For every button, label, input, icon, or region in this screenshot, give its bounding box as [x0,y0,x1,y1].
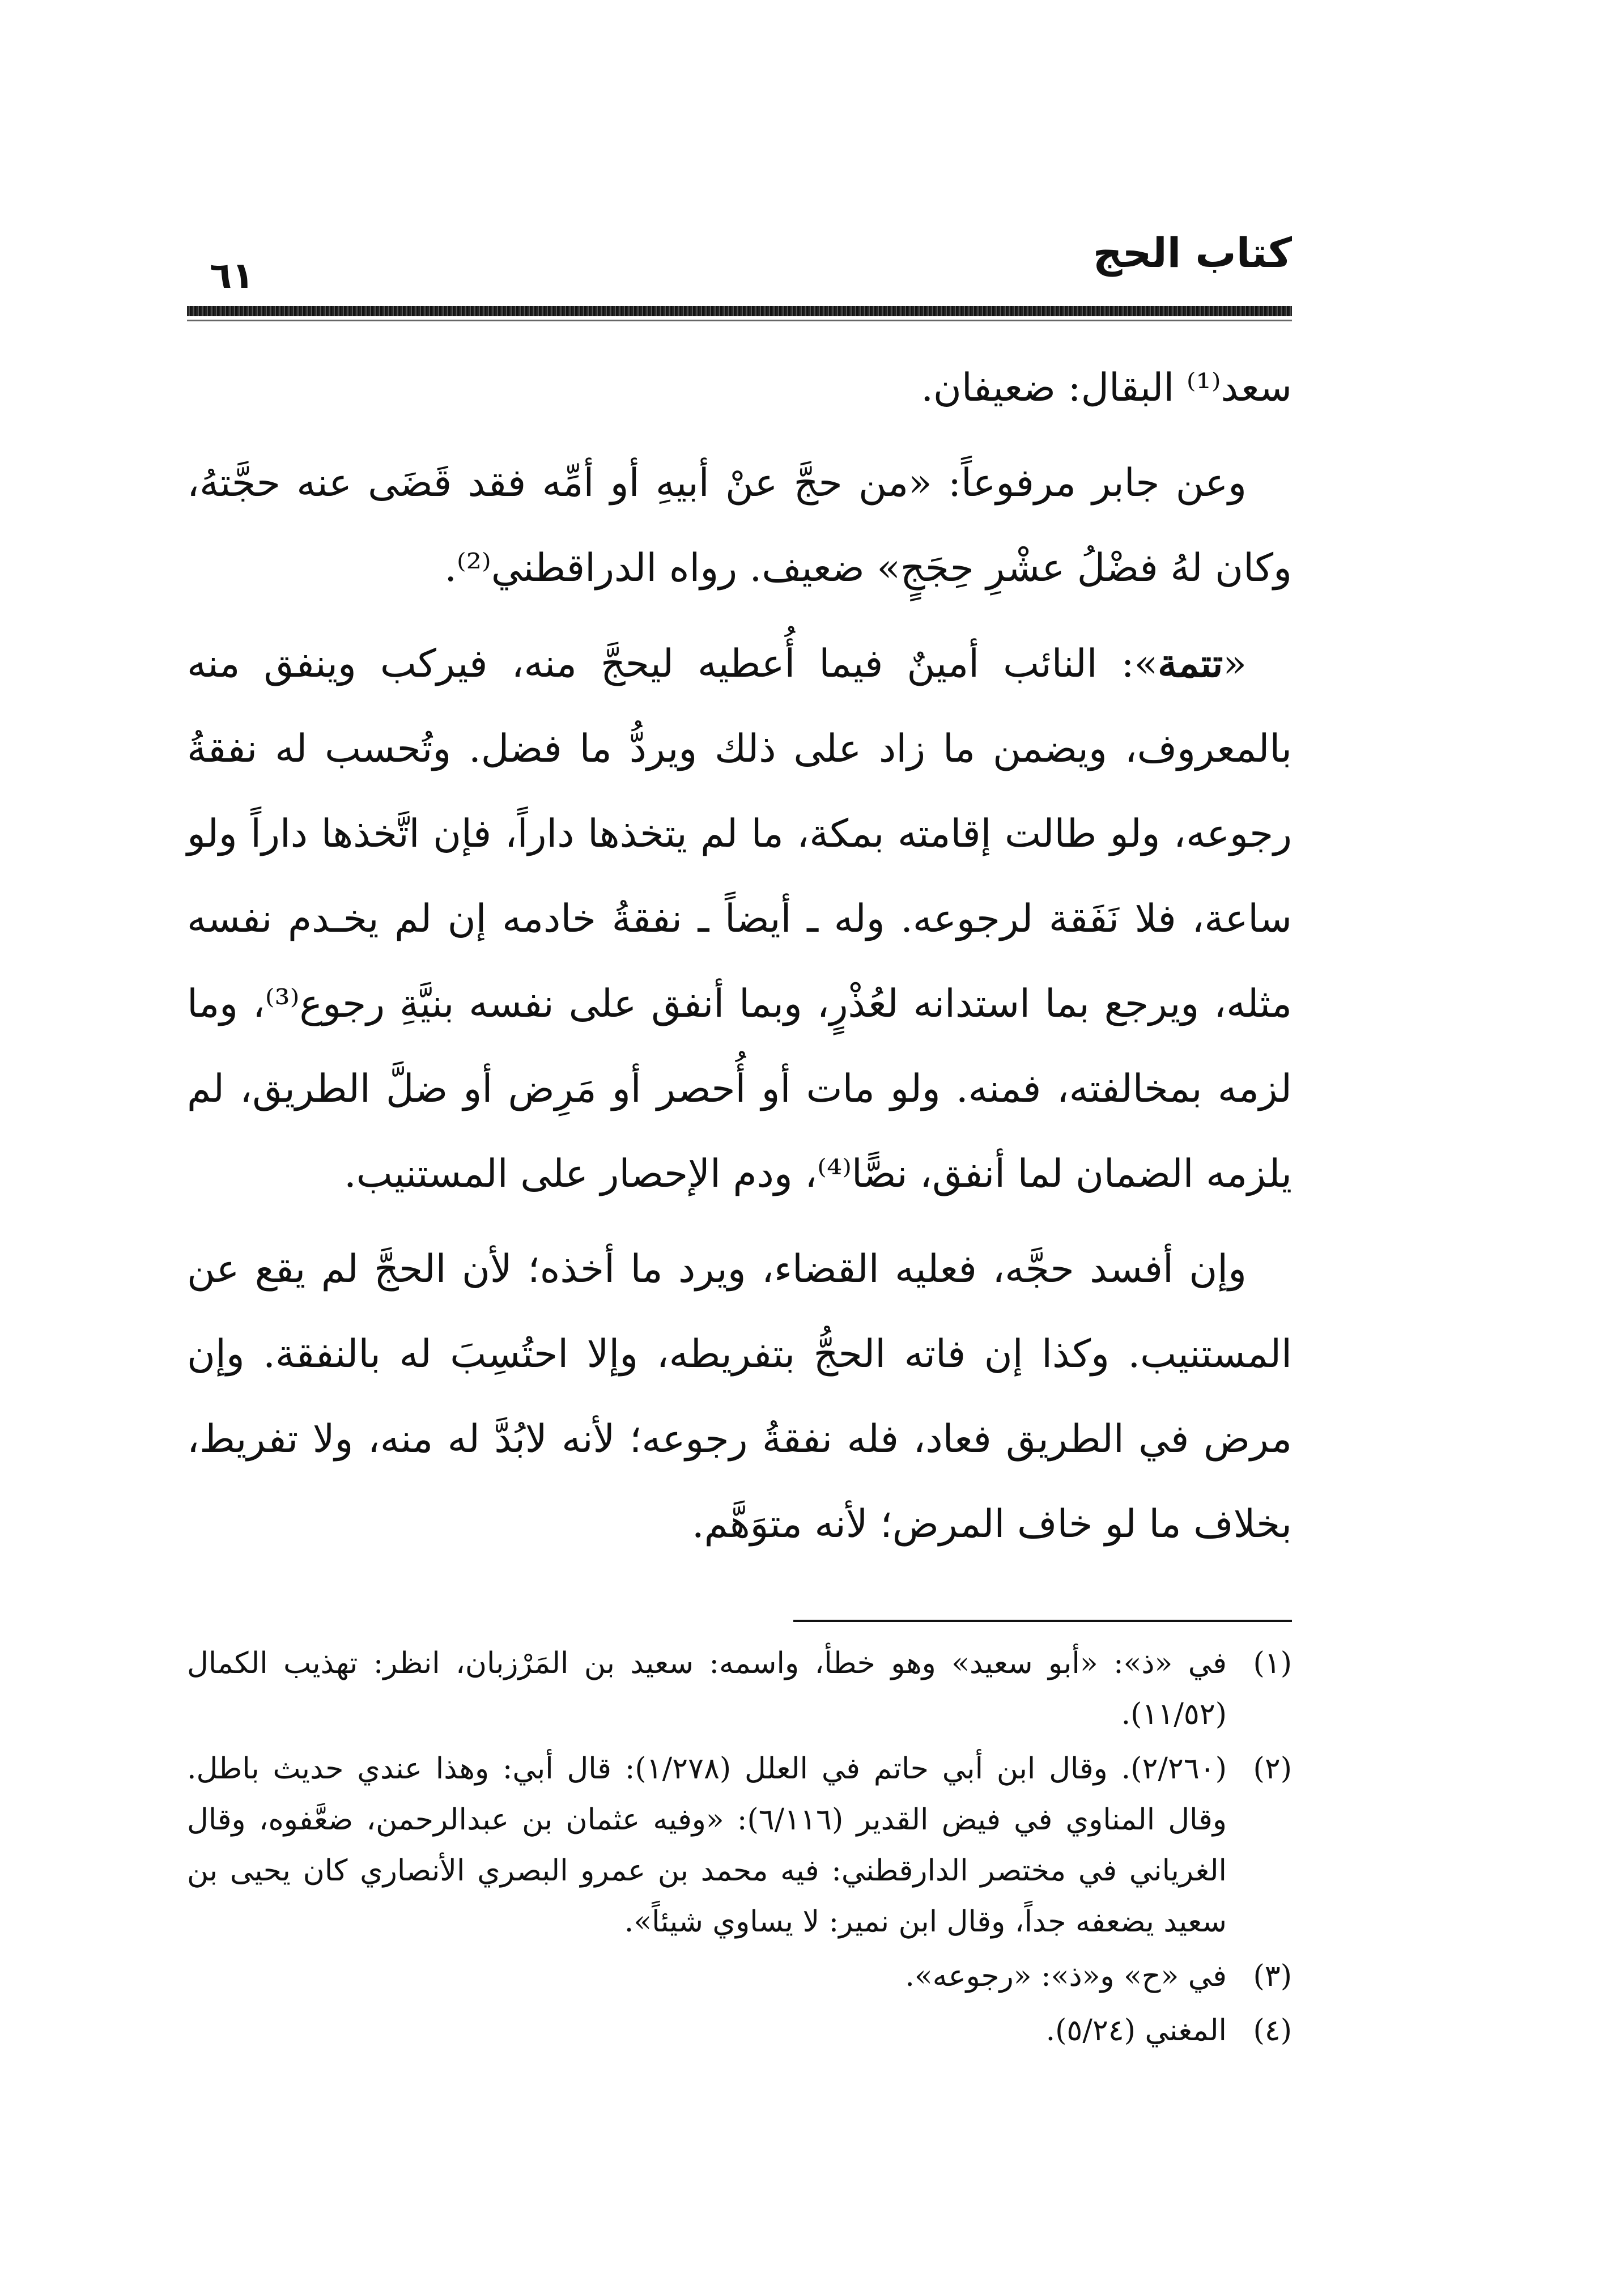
running-title: كتاب الحج [1092,229,1292,277]
footnote-separator [793,1620,1292,1622]
footnote-text: في «ذ»: «أبو سعيد» وهو خطأ، واسمه: سعيد بن المَرْزبان، انظر: تهذيب الكمال (١١/٥٢). [187,1646,1227,1731]
footnote-4 [187,2005,1292,2056]
paragraph-4: وإن أفسد حجَّه، فعليه القضاء، ويرد ما أخذه؛ لأن الحجَّ لم يقع عن المستنيب. وكذا إن فاته الحجُّ بتفريطه، وإلا احتُسِبَ له بالنفقة. وإن مرض في الطريق فعاد، فله نفقةُ رجوعه؛ لأنه لابُدَّ له منه، ولا تفريط، بخلاف ما لو خاف المرض؛ لأنه متوَهَّم. [187,1247,1292,1547]
tatimma-heading: تتمة [1158,641,1223,686]
footnote-number: (٣) [1253,1959,1292,1993]
footnote-2 [187,1743,1292,1947]
header-rule [187,306,1292,316]
main-text [187,346,1292,1577]
paragraph-3: «تتمة»: النائب أمينٌ فيما أُعطيه ليحجَّ منه، فيركب وينفق منه بالمعروف، ويضمن ما زاد على ذلك ويردُّ ما فضل. وتُحسب له نفقةُ رجوعه، ولو طالت إقامته بمكة، ما لم يتخذها داراً، فإن اتَّخذها داراً ولو ساعة، فلا نَفَقة لرجوعه. وله ـ أيضاً ـ نفقةُ خادمه إن لم يخـدم نفسه مثله، ويرجع بما استدانه لعُذْرٍ، وبما أنفق على نفسه بنيَّةِ رجوع⁽³⁾، وما لزمه بمخالفته، فمنه. ولو مات أو أُحصر أو مَرِض أو ضلَّ الطريق، لم يلزمه الضمان لما أنفق، نصًّا⁽⁴⁾، ودم الإحصار على المستنيب. [187,641,1293,1196]
footnotes [187,1638,1292,2060]
paragraph-3-text: : النائب أمينٌ فيما أُعطيه ليحجَّ منه، فيركب وينفق منه بالمعروف، ويضمن ما زاد على ذلك ويردُّ ما فضل. وتُحسب له نفقةُ رجوعه، ولو طالت إقامته بمكة، ما لم يتخذها داراً، فإن اتَّخذها داراً ولو ساعة، فلا نَفَقة لرجوعه. وله ـ أيضاً ـ نفقةُ خادمه إن لم يخـدم نفسه مثله، ويرجع بما استدانه لعُذْرٍ، وبما أنفق على نفسه بنيَّةِ رجوع⁽³⁾، وما لزمه بمخالفته، فمنه. ولو مات أو أُحصر أو مَرِض أو ضلَّ الطريق، لم يلزمه الضمان لما أنفق، نصًّا⁽⁴⁾، ودم الإحصار على المستنيب. [187,642,1293,1196]
paragraph-2: وعن جابر مرفوعاً: «من حجَّ عنْ أبيهِ أو أمِّه فقد قَضَى عنه حجَّتهُ، وكان لهُ فضْلُ عشْرِ حِجَجٍ» ضعيف. رواه الدراقطني⁽²⁾. [187,461,1292,591]
footnote-number: (١) [1253,1646,1292,1680]
footnote-number: (٤) [1253,2014,1292,2048]
page-number: ٦١ [210,255,254,297]
header-rule-thin [187,320,1292,321]
page-header [187,227,1292,300]
footnote-1 [187,1638,1292,1740]
footnote-text: في «ح» و«ذ»: «رجوعه». [905,1959,1227,1993]
footnote-number: (٢) [1253,1752,1292,1786]
footnote-3 [187,1951,1292,2002]
footnote-text: المغني (٥/٢٤). [1045,2014,1227,2048]
paragraph-1: سعد⁽¹⁾ البقال: ضعيفان. [921,366,1292,410]
footnote-text: (٢/٢٦٠). وقال ابن أبي حاتم في العلل (١/٢٧٨): قال أبي: وهذا عندي حديث باطل. وقال المناوي في فيض القدير (٦/١١٦): «وفيه عثمان بن عبدالرحمن، ضعَّفوه، وقال الغرياني في مختصر الدارقطني: فيه محمد بن عمرو البصري الأنصاري كان يحيى بن سعيد يضعفه جداً، وقال ابن نمير: لا يساوي شيئاً». [187,1752,1227,1939]
